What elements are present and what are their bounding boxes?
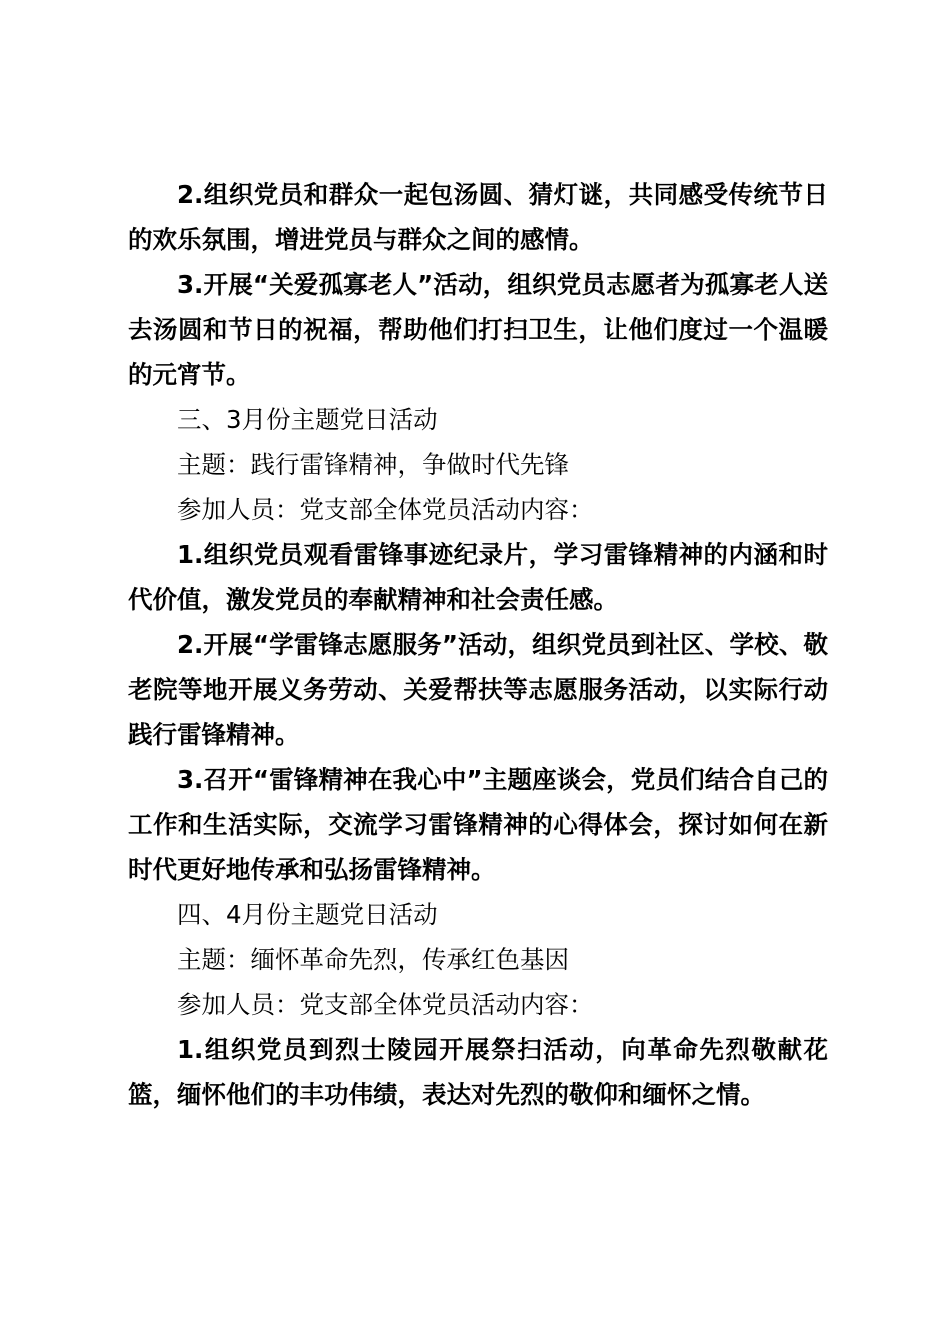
- paragraph-march-1-documentary: 1.组织党员观看雷锋事迹纪录片，学习雷锋精神的内涵和时代价值，激发党员的奉献精神和社会责任感。: [128, 540, 828, 614]
- paragraph-activity-3-elderly: 3.开展“关爱孤寡老人”活动，组织党员志愿者为孤寡老人送去汤圆和节日的祝福，帮助他们打扫卫生，让他们度过一个温暖的元宵节。: [128, 270, 828, 389]
- paragraph-march-2-volunteer: 2.开展“学雷锋志愿服务”活动，组织党员到社区、学校、敬老院等地开展义务劳动、关爱帮扶等志愿服务活动，以实际行动践行雷锋精神。: [128, 630, 828, 749]
- theme-april: 主题：缅怀革命先烈，传承红色基因: [177, 945, 569, 974]
- paragraph-activity-2-lantern: 2.组织党员和群众一起包汤圆、猜灯谜，共同感受传统节日的欢乐氛围，增进党员与群众之间的感情。: [128, 180, 828, 254]
- participants-march: 参加人员：党支部全体党员活动内容：: [177, 495, 594, 524]
- section-heading-march: 三、3月份主题党日活动: [177, 405, 438, 434]
- document-body: [128, 172, 828, 1117]
- theme-march: 主题：践行雷锋精神，争做时代先锋: [177, 450, 569, 479]
- participants-april: 参加人员：党支部全体党员活动内容：: [177, 990, 594, 1019]
- paragraph-march-3-forum: 3.召开“雷锋精神在我心中”主题座谈会，党员们结合自己的工作和生活实际，交流学习雷锋精神的心得体会，探讨如何在新时代更好地传承和弘扬雷锋精神。: [128, 765, 828, 884]
- paragraph-april-1-memorial: 1.组织党员到烈士陵园开展祭扫活动，向革命先烈敬献花篮，缅怀他们的丰功伟绩，表达对先烈的敬仰和缅怀之情。: [128, 1035, 828, 1109]
- section-heading-april: 四、4月份主题党日活动: [177, 900, 438, 929]
